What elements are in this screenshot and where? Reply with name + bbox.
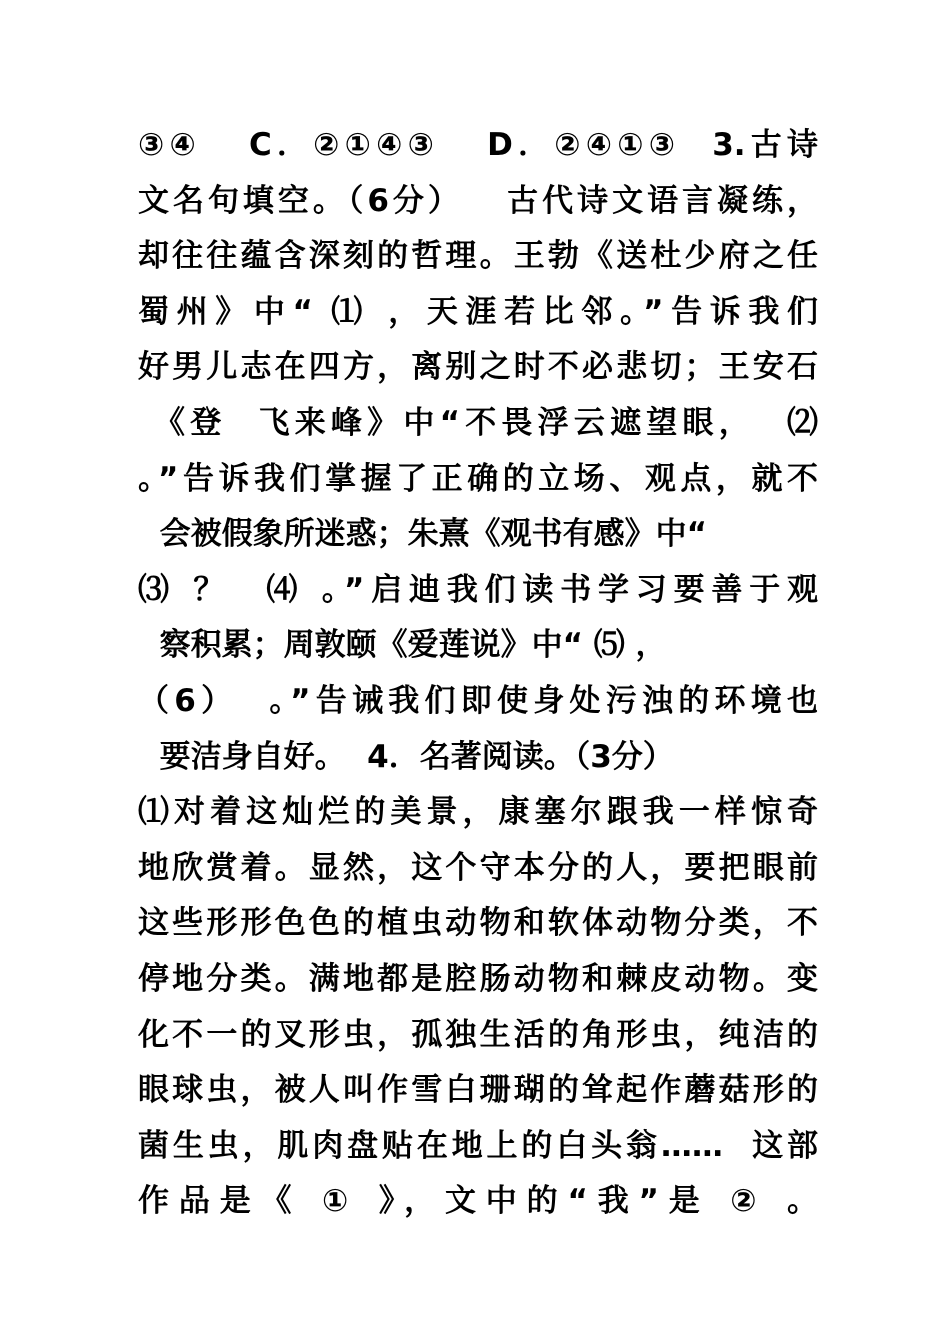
text-line: 这些形形色色的植虫动物和软体动物分类，不	[138, 905, 818, 942]
text-line: 化不一的叉形虫，孤独生活的角形虫，纯洁的	[138, 1016, 818, 1053]
text-line: 却往往蕴含深刻的哲理。王勃《送杜少府之任	[138, 238, 818, 275]
text-line: 眼球虫，被人叫作雪白珊瑚的耸起作蘑菇形的	[138, 1072, 818, 1109]
text-line: 会被假象所迷惑；朱熹《观书有感》中“	[138, 516, 707, 553]
text-line: 停地分类。满地都是腔肠动物和棘皮动物。变	[138, 960, 818, 997]
text-line: 好男儿志在四方，离别之时不必悲切；王安石	[138, 349, 818, 386]
text-line: 地欣赏着。显然，这个守本分的人，要把眼前	[138, 849, 818, 886]
text-line: 作品是《 ① 》，文中的“我”是 ② 。	[138, 1183, 818, 1220]
text-line: ⑶ ？ ⑷ 。”启迪我们读书学习要善于观	[138, 571, 818, 608]
text-line: 文名句填空。（6分） 古代诗文语言凝练，	[138, 182, 818, 219]
text-line: 蜀州》中“ ⑴ ，天涯若比邻。”告诉我们	[138, 293, 818, 330]
text-line: ③④ C．②①④③ D．②④①③ 3.古诗	[138, 127, 818, 163]
text-line: （6） 。”告诫我们即使身处污浊的环境也	[138, 682, 818, 719]
exam-text-block	[138, 118, 818, 1230]
text-line: ⑴对着这灿烂的美景，康塞尔跟我一样惊奇	[138, 794, 818, 831]
text-line: 《登 飞来峰》中“不畏浮云遮望眼， ⑵	[138, 404, 818, 441]
text-line: 要洁身自好。 4．名著阅读。（3分）	[138, 738, 674, 775]
text-line: 。”告诉我们掌握了正确的立场、观点，就不	[138, 460, 818, 497]
text-line: 察积累；周敦颐《爱莲说》中“ ⑸ ，	[138, 627, 667, 664]
text-line: 菌生虫，肌肉盘贴在地上的白头翁…… 这部	[138, 1127, 818, 1164]
